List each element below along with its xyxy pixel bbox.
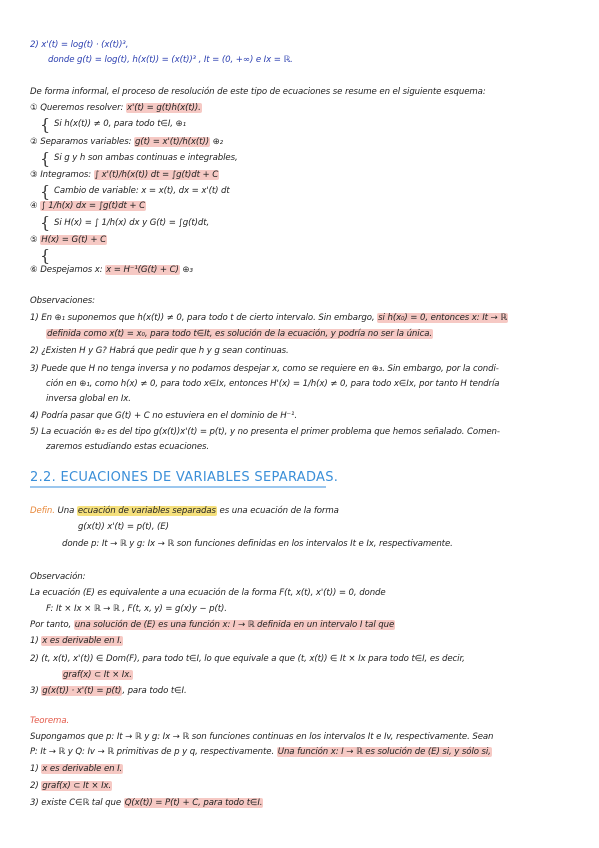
equation-E: g(x(t)) x'(t) = p(t), (E) [78, 522, 169, 532]
observation-5: 5) La ecuación ⊕₂ es del tipo g(x(t))x'(t) = p(t), y no presenta el primer problema que hemos señalado. Comen- [30, 427, 500, 437]
brace-icon: { [40, 182, 51, 201]
step-6-equation: x = H⁻¹(G(t) + C) [106, 265, 179, 275]
observation-1-text: 1) En ⊕₁ suponemos que h(x(t)) ≠ 0, para todo t de cierto intervalo. Sin embargo, [30, 313, 378, 323]
step-1-label: ① Queremos resolver: [30, 103, 126, 113]
definition-text-a: Una [54, 506, 77, 516]
observation-4: 4) Podría pasar que G(t) + C no estuviera en el dominio de H⁻¹. [30, 411, 297, 421]
condition-1-text: x es derivable en I. [42, 636, 123, 646]
step-3 [30, 170, 219, 181]
theorem-condition-1-text: x es derivable en I. [42, 764, 123, 774]
theorem-condition-2-num: 2) [30, 781, 42, 791]
step-4-equation: ∫ 1/h(x) dx = ∫g(t)dt + C [41, 201, 145, 211]
step-6 [30, 265, 193, 276]
observations-heading: Observaciones: [30, 296, 95, 306]
observation-1-cont [46, 329, 433, 340]
observation-1-highlight: si h(x₀) = 0, entonces x: It → ℝ [378, 313, 507, 323]
brace-icon: { [40, 115, 51, 134]
step-4-label: ④ [30, 201, 41, 211]
observation-3-cont: ción en ⊕₁, como h(x) ≠ 0, para todo x∈Ix, entonces H'(x) = 1/h(x) ≠ 0, para todo x∈Ix, por tanto H tendría [46, 379, 500, 389]
condition-3-num: 3) [30, 686, 42, 696]
condition-3-equation: g(x(t)) · x'(t) = p(t) [42, 686, 122, 696]
example-2-definitions: donde g(t) = log(t), h(x(t)) = (x(t))³ , It = (0, +∞) e Ix = ℝ. [48, 55, 293, 65]
condition-3-tail: , para todo t∈I. [122, 686, 187, 696]
theorem-condition-1-num: 1) [30, 764, 42, 774]
theorem-hypothesis: Supongamos que p: It → ℝ y g: Ix → ℝ son funciones continuas en los intervalos It e Iv, respectivamente. Sean [30, 732, 494, 742]
definition-where: donde p: It → ℝ y g: Ix → ℝ son funciones definidas en los intervalos It e Ix, respectivamente. [62, 539, 453, 549]
observation-1 [30, 313, 508, 324]
observation-3: 3) Puede que H no tenga inversa y no podamos despejar x, como se requiere en ⊕₃. Sin embargo, por la condi- [30, 364, 499, 374]
solution-definition [30, 620, 395, 631]
observation-1-cont-highlight: definida como x(t) = x₀, para todo t∈It, es solución de la ecuación, y podría no ser la única. [47, 329, 432, 339]
brace-icon: { [40, 246, 51, 265]
step-2-condition: Si g y h son ambas continuas e integrables, [54, 153, 238, 163]
theorem-label: Teorema. [30, 716, 70, 726]
condition-2-graph-highlight: graf(x) ⊂ It × Ix. [63, 670, 132, 680]
step-4 [30, 201, 146, 212]
condition-2-graph [62, 670, 133, 681]
step-5-equation: H(x) = G(t) + C [41, 235, 107, 245]
step-3-equation: ∫ x'(t)/h(x(t)) dt = ∫g(t)dt + C [94, 170, 219, 180]
step-1-equation: x'(t) = g(t)h(x(t)). [126, 103, 201, 113]
theorem-primitives: P: It → ℝ y Q: Iv → ℝ primitivas de p y q, respectivamente. [30, 747, 277, 757]
scheme-intro: De forma informal, el proceso de resolución de este tipo de ecuaciones se resume en el siguiente esquema: [30, 87, 486, 97]
brace-icon: { [40, 149, 51, 168]
example-2-equation: 2) x'(t) = log(t) · (x(t))³, [30, 40, 129, 50]
step-2-label: ② Separamos variables: [30, 137, 135, 147]
condition-2: 2) (t, x(t), x'(t)) ∈ Dom(F), para todo t∈I, lo que equivale a que (t, x(t)) ∈ It × Ix para todo t∈I, es decir, [30, 654, 465, 664]
observation-2: 2) ¿Existen H y G? Habrá que pedir que h y g sean continuas. [30, 346, 289, 356]
step-3-label: ③ Integramos: [30, 170, 94, 180]
observation-F-definition: F: It × Ix × ℝ → ℝ , F(t, x, y) = g(x)y − p(t). [46, 604, 227, 614]
observation-5-cont: zaremos estudiando estas ecuaciones. [46, 442, 210, 452]
step-4-definitions: Si H(x) = ∫ 1/h(x) dx y G(t) = ∫g(t)dt, [54, 218, 210, 228]
condition-3 [30, 686, 187, 697]
theorem-condition-2 [30, 781, 112, 792]
step-1-condition: Si h(x(t)) ≠ 0, para todo t∈I, ⊕₁ [54, 119, 187, 129]
definition-text-b: es una ecuación de la forma [216, 506, 339, 516]
condition-1-num: 1) [30, 636, 42, 646]
condition-1 [30, 636, 123, 647]
step-2-equation: g(t) = x'(t)/h(x(t)) [135, 137, 209, 147]
theorem-condition-3-equation: Q(x(t)) = P(t) + C, para todo t∈I. [124, 798, 263, 808]
definition-label: Defin. [30, 506, 55, 516]
theorem-condition-2-text: graf(x) ⊂ It × Ix. [42, 781, 112, 791]
observation-3-end: inversa global en Ix. [46, 394, 131, 404]
definition [30, 506, 339, 517]
solution-definition-highlight: una solución de (E) es una función x: I → ℝ definida en un intervalo I tal que [74, 620, 395, 630]
theorem-iff: Una función x: I → ℝ es solución de (E) si, y sólo si, [277, 747, 491, 757]
solution-definition-lead: Por tanto, [30, 620, 74, 630]
step-6-label: ⑥ Despejamos x: [30, 265, 106, 275]
step-5 [30, 235, 107, 246]
step-6-tag: ⊕₃ [179, 265, 193, 275]
observation-heading: Observación: [30, 572, 86, 582]
step-2-tag: ⊕₂ [209, 137, 224, 147]
theorem-condition-3 [30, 798, 263, 809]
observation-equivalence: La ecuación (E) es equivalente a una ecuación de la forma F(t, x(t), x'(t)) = 0, donde [30, 588, 386, 598]
step-3-change-of-variable: Cambio de variable: x = x(t), dx = x'(t) dt [54, 186, 230, 196]
step-1 [30, 103, 202, 114]
definition-term: ecuación de variables separadas [77, 506, 216, 516]
theorem-condition-1 [30, 764, 123, 775]
section-title: 2.2. ECUACIONES DE VARIABLES SEPARADAS. [30, 470, 339, 485]
brace-icon: { [40, 213, 51, 232]
step-2 [30, 137, 223, 148]
theorem-condition-3-lead: 3) existe C∈ℝ tal que [30, 798, 124, 808]
section-underline [30, 486, 326, 488]
step-5-label: ⑤ [30, 235, 41, 245]
theorem-statement [30, 747, 492, 758]
